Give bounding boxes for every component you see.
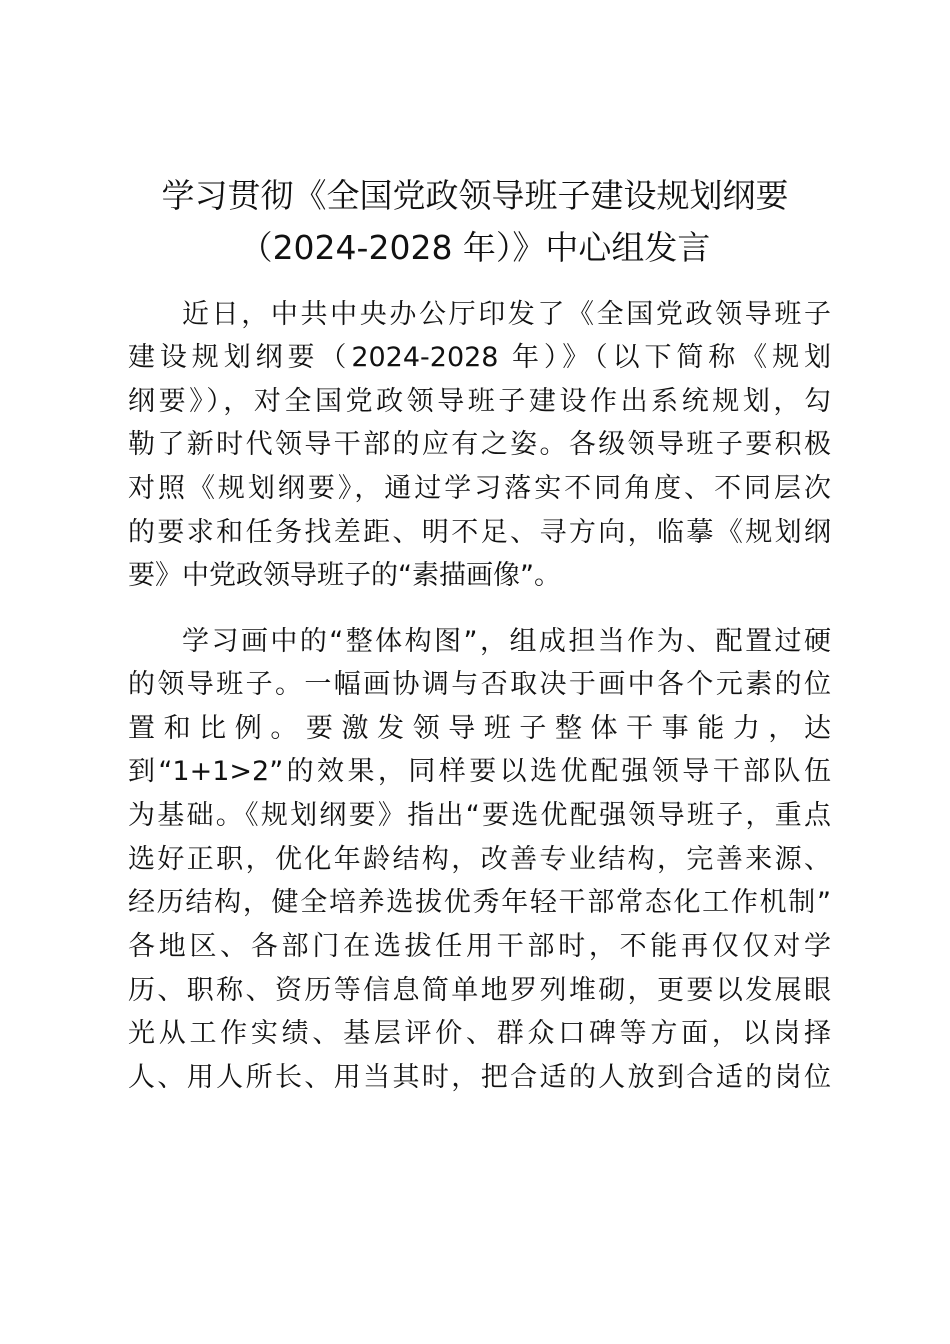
paragraph-2-line-8: 各地区、各部门在选拔任用干部时，不能再仅仅对学 (128, 931, 831, 962)
document-title-line-1: 学习贯彻《全国党政领导班子建设规划纲要 (161, 176, 789, 215)
paragraph-2-line-10: 光从工作实绩、基层评价、群众口碑等方面，以岗择 (128, 1018, 831, 1049)
paragraph-2-line-2: 的领导班子。一幅画协调与否取决于画中各个元素的位 (128, 669, 831, 700)
paragraph-1-line-1: 近日，中共中央办公厅印发了《全国党政领导班子 (182, 299, 831, 330)
paragraph-1-line-6: 的要求和任务找差距、明不足、寻方向，临摹《规划纲 (128, 517, 831, 548)
paragraph-2-line-3: 置和比例。要激发领导班子整体干事能力，达 (128, 713, 831, 744)
paragraph-1-line-4: 勒了新时代领导干部的应有之姿。各级领导班子要积极 (128, 429, 831, 460)
paragraph-2-line-6: 选好正职，优化年龄结构，改善专业结构，完善来源、 (128, 844, 831, 875)
paragraph-2-line-1: 学习画中的“整体构图”，组成担当作为、配置过硬 (182, 626, 831, 657)
paragraph-1-line-7: 要》中党政领导班子的“素描画像”。 (128, 560, 561, 591)
document-title-line-2: （2024-2028 年）》中心组发言 (239, 228, 711, 267)
paragraph-2-line-7: 经历结构，健全培养选拔优秀年轻干部常态化工作机制” (128, 887, 831, 918)
paragraph-2-line-9: 历、职称、资历等信息简单地罗列堆砌，更要以发展眼 (128, 975, 831, 1006)
paragraph-2-line-5: 为基础。《规划纲要》指出“要选优配强领导班子，重点 (128, 800, 831, 831)
paragraph-1-line-5: 对照《规划纲要》，通过学习落实不同角度、不同层次 (128, 473, 831, 504)
paragraph-1-line-2: 建设规划纲要（2024-2028 年）》（以下简称《规划 (128, 342, 831, 373)
paragraph-1-line-3: 纲要》），对全国党政领导班子建设作出系统规划，勾 (128, 386, 831, 417)
paragraph-2-line-11: 人、用人所长、用当其时，把合适的人放到合适的岗位 (128, 1062, 831, 1093)
paragraph-2-line-4: 到“1+1>2”的效果，同样要以选优配强领导干部队伍 (128, 756, 831, 787)
